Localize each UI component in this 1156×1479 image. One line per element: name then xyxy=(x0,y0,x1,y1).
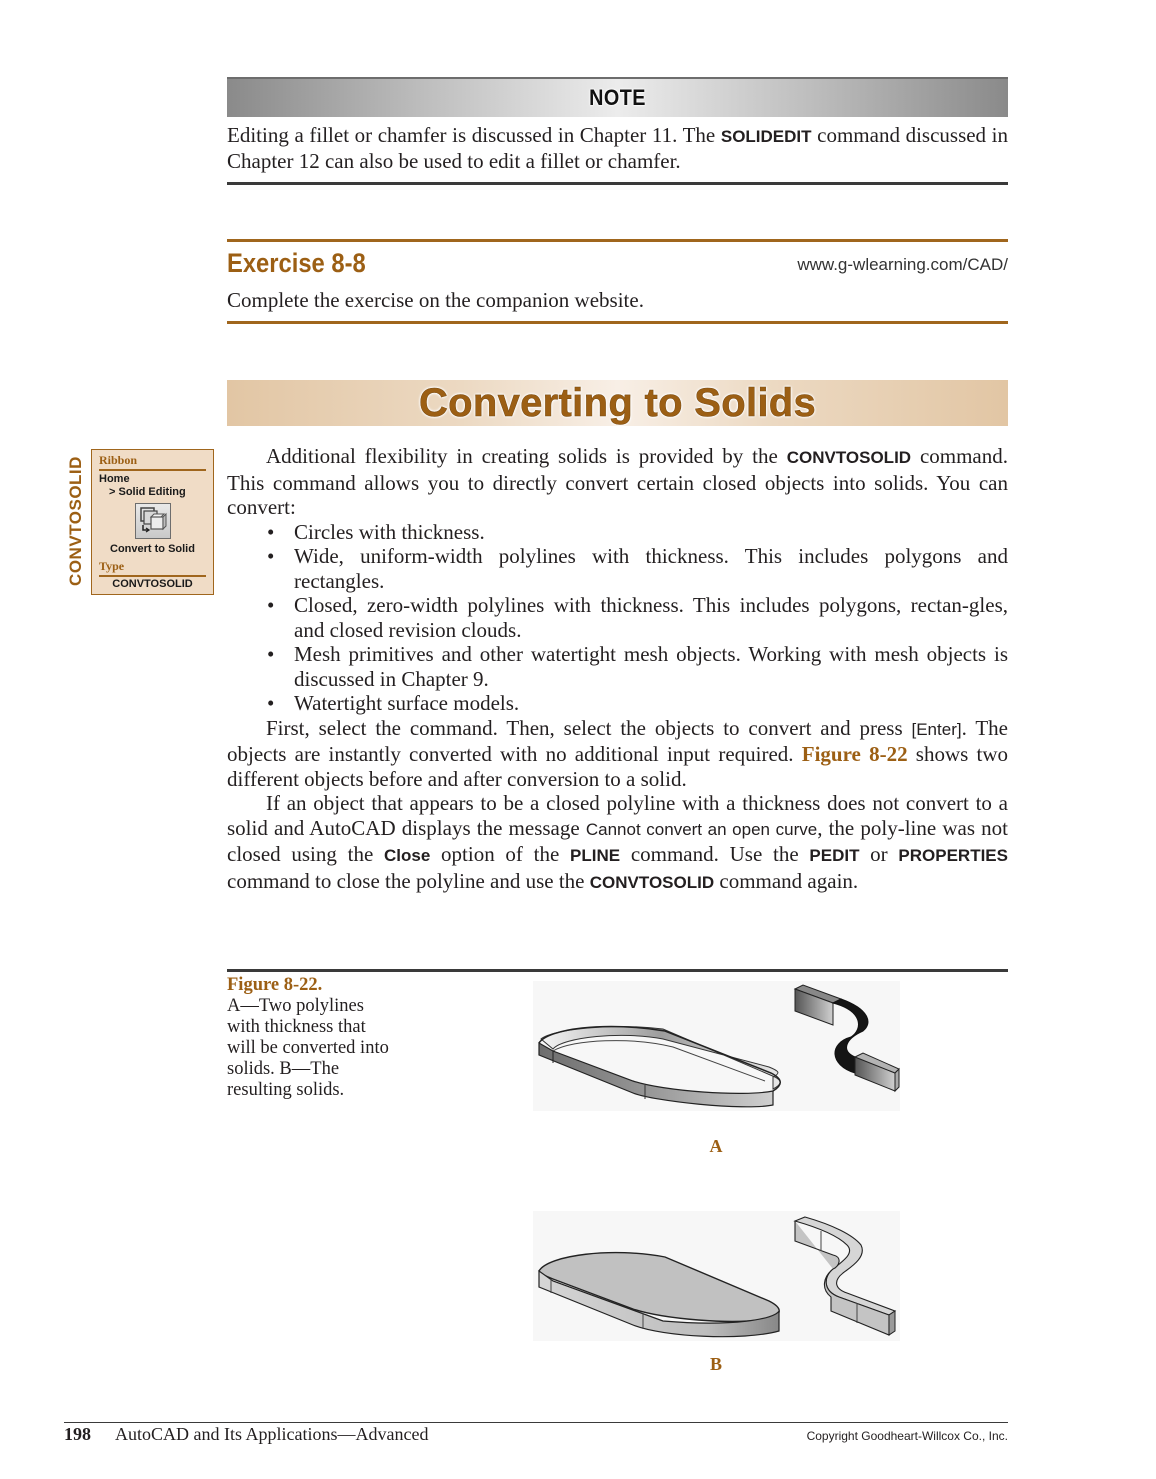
note-title: NOTE xyxy=(589,85,646,110)
page-number: 198 xyxy=(64,1424,91,1444)
section-body xyxy=(227,444,1008,895)
figure-panel-a-label: A xyxy=(709,1136,723,1156)
button-caption: Convert to Solid xyxy=(110,543,195,555)
bullet-icon: • xyxy=(267,544,275,568)
book-title: AutoCAD and Its Applications—Advanced xyxy=(115,1424,429,1444)
note-box xyxy=(227,77,1008,185)
figure-caption-text: A—Two polylines with thickness that will be converted into solids. B—The resulting solids. xyxy=(227,996,389,1100)
key-enter: [Enter] xyxy=(911,719,962,739)
exercise-body: Complete the exercise on the companion website. xyxy=(227,288,644,312)
command-pedit: PEDIT xyxy=(809,846,860,865)
ribbon-heading: Ribbon xyxy=(99,453,206,471)
exercise-url-link[interactable]: www.g-wlearning.com/CAD/ xyxy=(797,255,1008,274)
note-header xyxy=(227,77,1008,117)
note-text: command discussed in Chapter 12 can also be used to edit a fillet or chamfer. xyxy=(227,123,1009,173)
note-body xyxy=(227,117,1008,185)
paragraph-procedure: First, select the command. Then, select the objects to convert and press [Enter]. The objects are instantly converted with no additional input required. Figure 8-22 shows two different objects before and after conversion to a solid. xyxy=(227,715,1008,791)
section-heading xyxy=(227,380,1008,426)
list-item: • Closed, zero-width polylines with thickness. This includes polygons, rectan-gles, and closed revision clouds. xyxy=(267,593,1008,642)
sidebar-command-name: CONVTOSOLID xyxy=(66,456,85,586)
command-pline: PLINE xyxy=(570,846,621,865)
command-convtosolid: CONVTOSOLID xyxy=(786,448,912,467)
list-item: • Watertight surface models. xyxy=(267,691,520,715)
paragraph-troubleshooting: If an object that appears to be a closed polyline with a thickness does not convert to a solid and AutoCAD displays the message Cannot convert an open curve, the poly-line was not closed using the Close option of the PLINE command. Use the PEDIT or PROPERTIES command to close the polyline and use the CONVTOSOLID command again. xyxy=(227,791,1008,893)
figure-panel-a-image xyxy=(533,981,900,1111)
bullet-icon: • xyxy=(267,519,275,544)
type-heading: Type xyxy=(99,559,206,577)
figure-number: Figure 8-22. xyxy=(227,975,323,995)
option-close: Close xyxy=(384,846,431,865)
figure-panel-b-image xyxy=(533,1211,900,1341)
error-message: Cannot convert an open curve xyxy=(585,819,818,839)
ribbon-panel: > Solid Editing xyxy=(109,486,186,498)
figure-panel-b-label: B xyxy=(709,1354,722,1374)
exercise-box xyxy=(227,239,1008,324)
type-command: CONVTOSOLID xyxy=(112,578,193,590)
list-item: • Circles with thickness. xyxy=(267,519,485,544)
ribbon-tab: Home xyxy=(99,473,130,485)
list-item: • Wide, uniform-width polylines with thickness. This includes polygons and rectangles. xyxy=(267,544,1008,593)
figure-reference-link[interactable]: Figure 8-22 xyxy=(801,742,908,766)
command-properties: PROPERTIES xyxy=(898,846,1008,865)
figure-caption xyxy=(227,975,397,1101)
command-solidedit: SOLIDEDIT xyxy=(720,127,812,146)
command-convtosolid: CONVTOSOLID xyxy=(589,872,715,892)
bullet-icon: • xyxy=(267,593,275,617)
paragraph-intro: Additional flexibility in creating solids is provided by the CONVTOSOLID command. This command allows you to directly convert certain closed objects into solids. You can convert: xyxy=(227,444,1009,519)
copyright: Copyright Goodheart-Willcox Co., Inc. xyxy=(806,1429,1008,1443)
note-text: Editing a fillet or chamfer is discussed in Chapter 11. The xyxy=(227,123,721,147)
bullet-icon: • xyxy=(267,642,275,666)
list-item: • Mesh primitives and other watertight mesh objects. Working with mesh objects is discussed in Chapter 9. xyxy=(267,642,1008,691)
exercise-title: Exercise 8-8 xyxy=(227,248,366,278)
convert-to-solid-icon[interactable] xyxy=(135,503,171,539)
sidebar-vertical-label xyxy=(64,450,88,592)
command-access-box xyxy=(91,449,214,595)
page-footer xyxy=(64,1422,1008,1445)
figure-divider xyxy=(227,969,1008,972)
bullet-icon: • xyxy=(267,691,275,715)
convertible-objects-list xyxy=(227,520,1008,716)
section-title: Converting to Solids xyxy=(418,380,817,425)
